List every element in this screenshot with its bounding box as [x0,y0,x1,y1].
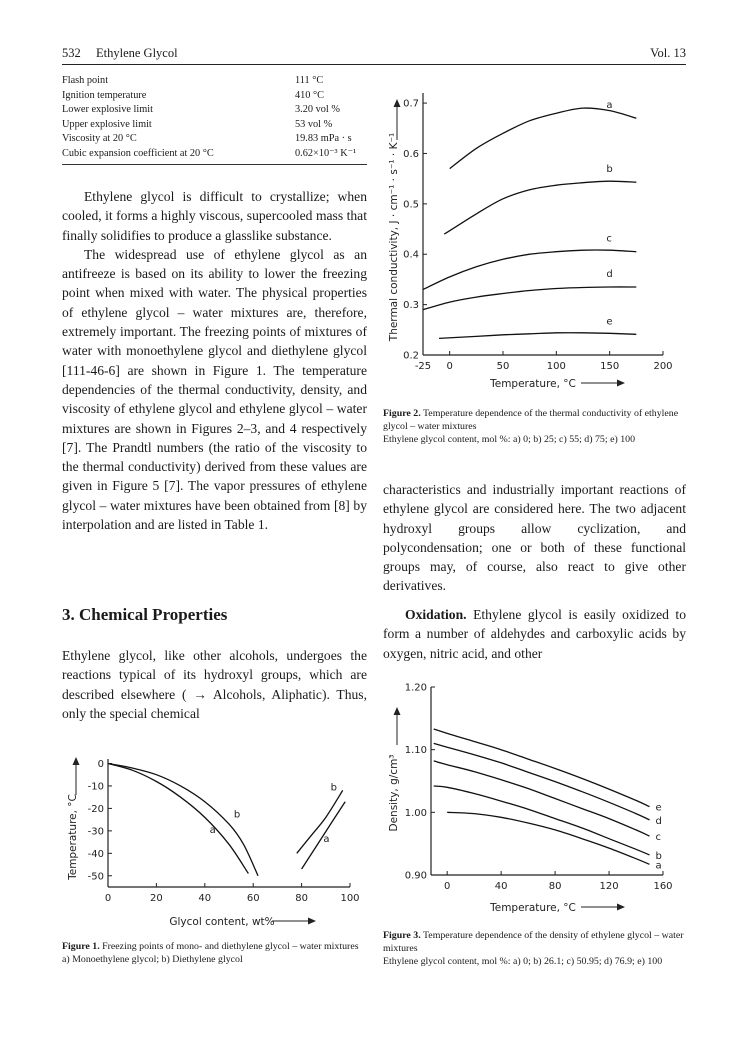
figure3-chart [383,675,686,920]
y-axis-label: Temperature, °C [67,794,79,880]
x-tick-label: 0 [443,881,451,892]
series-label-e: e [655,802,662,814]
x-tick-label: 0 [446,361,453,372]
figure3-caption [383,929,686,968]
property-value: 0.62×10⁻³ K⁻¹ [295,147,357,159]
y-tick-label: 0.3 [403,300,419,312]
series-label-d: d [606,268,613,280]
series-label-c: c [655,832,662,844]
paragraph: The widespread use of ethylene glycol as an antifreeze is based on its ability to lower the freezing point when mixed with water. The physical properties of ethylene glycol – water mixtures are, therefore, extremely important. The freezing points of mixtures of water with monoethylene glycol and diethylene glycol [111-46-6] are shown in Figure 1. The temperature dependencies of the thermal conductivity, density, and viscosity of ethylene glycol and ethylene glycol – water mixtures are shown in Figures 2–3, and 4 respectively [7]. The Prandtl numbers (the ratio of the viscosity to the thermal conductivity) derived from these values are given in Figure 5 [7]. The vapor pressures of ethylene glycol – water mixtures have been obtained from [8] by interpolation and are listed in Table 1. [62,246,367,533]
x-tick-label: -25 [414,361,432,372]
series-line-b [444,181,636,234]
series-label-a: a [323,834,330,846]
x-tick-label: 80 [548,881,562,892]
y-tick-label: -30 [87,826,104,838]
series-label-a: a [209,825,216,837]
series-label-e: e [606,316,613,328]
x-tick-label: 40 [494,881,508,892]
series-line-c [423,250,636,290]
property-label: Upper explosive limit [62,118,152,130]
series-label-b: b [655,850,662,862]
property-value: 3.20 vol % [295,104,340,116]
caption-label: Figure 2. [383,408,421,419]
caption-legend: Ethylene glycol content, mol %: a) 0; b) 25; c) 55; d) 75; e) 100 [383,434,636,445]
series-label-a: a [606,100,613,112]
x-tick-label: 150 [600,361,620,372]
series-label-a: a [655,860,662,872]
page-number: 532 [62,46,81,60]
paragraph: Ethylene glycol is difficult to crystallize; when cooled, it forms a highly viscous, supercooled mass that finally solidifies to produce a glasslike substance. [62,189,367,243]
caption-text: Temperature dependence of the thermal conductivity of ethylene glycol – water mixtures [383,408,679,432]
y-axis-arrow-head [73,757,80,765]
y-axis-label: Thermal conductivity, J · cm⁻¹ · s⁻¹ · K⁻¹ [388,132,400,342]
series-line-e [439,333,636,339]
y-axis-label: Density, g/cm³ [388,754,400,832]
oxidation-lead: Oxidation. [405,607,467,622]
series-label-d: d [655,815,662,827]
table-row [62,103,367,118]
y-tick-label: -20 [87,803,104,815]
table-row [62,89,367,104]
property-label: Cubic expansion coefficient at 20 °C [62,147,214,159]
series-label-c: c [606,233,612,245]
property-label: Lower explosive limit [62,104,153,116]
x-tick-label: 20 [150,893,163,904]
series-line-a [108,764,248,874]
caption-text: Temperature dependence of the density of ethylene glycol – water mixtures [383,930,684,954]
y-tick-label: 1.00 [404,807,427,819]
x-tick-label: 160 [653,881,673,892]
properties-table [62,74,367,162]
y-tick-label: 0.7 [403,98,419,110]
property-value: 111 °C [295,75,324,86]
x-tick-label: 50 [496,361,510,372]
table-row [62,132,367,147]
x-axis-label: Temperature, °C [490,378,576,390]
series-line-b [297,790,343,853]
y-tick-label: 0.90 [404,870,427,882]
x-axis-label: Glycol content, wt% [169,916,275,928]
caption-label: Figure 3. [383,930,421,941]
oxidation-paragraph [383,605,686,663]
x-tick-label: 0 [104,893,112,904]
oxidation-text: Ethylene glycol is easily oxidized to form a number of aldehydes and carboxylic acids by oxygen, nitric acid, and other [383,607,686,661]
y-tick-label: -10 [87,781,104,793]
series-line-d [423,287,636,310]
series-line-d [434,743,650,820]
x-tick-label: 100 [546,361,566,372]
y-tick-label: 0.5 [403,199,419,211]
property-value: 53 vol % [295,118,333,130]
caption-legend: Ethylene glycol content, mol %: a) 0; b) 26.1; c) 50.95; d) 76.9; e) 100 [383,956,663,967]
paragraph: Ethylene glycol, like other alcohols, undergoes the reactions typical of its hydroxyl groups, which are described elsewhere ( → Alcohols, Aliphatic). Thus, only the special chemical [62,648,367,721]
series-label-b: b [606,164,613,176]
figure2-caption [383,407,686,446]
x-axis-arrow-head [308,918,316,925]
y-tick-label: 1.10 [404,745,427,757]
y-tick-label: -50 [87,871,104,883]
y-tick-label: 0.2 [403,350,419,362]
series-line-b [434,786,650,855]
caption-legend: a) Monoethylene glycol; b) Diethylene glycol [62,954,243,965]
section-heading: 3. Chemical Properties [62,605,228,624]
caption-label: Figure 1. [62,941,100,952]
property-label: Ignition temperature [62,89,147,101]
x-axis-label: Temperature, °C [490,902,576,914]
property-value: 19.83 mPa · s [295,133,352,145]
caption-text: Freezing points of mono- and diethylene glycol – water mixtures [102,941,359,952]
x-tick-label: 100 [340,893,360,904]
figure1-caption [62,940,367,966]
y-axis-arrow-head [394,707,401,715]
header-rule [62,64,686,65]
volume-label: Vol. 13 [650,46,686,60]
series-line-e [434,729,650,807]
series-label-b: b [233,809,241,821]
y-tick-label: 0.6 [403,148,419,160]
x-axis-arrow-head [617,904,625,911]
series-label-b: b [330,782,337,794]
x-tick-label: 40 [198,893,212,904]
series-line-a [447,812,649,864]
left-column [62,187,367,534]
y-tick-label: -40 [87,848,104,860]
left-column-continued [62,646,367,723]
series-line-c [434,761,650,836]
property-label: Viscosity at 20 °C [62,133,137,145]
figure1-chart [62,745,367,935]
y-tick-label: 0 [97,758,104,770]
y-axis-arrow-head [394,99,401,107]
x-axis-arrow-head [617,380,625,387]
property-value: 410 °C [295,89,325,101]
table-row [62,118,367,133]
x-tick-label: 60 [246,893,260,904]
table-row [62,74,367,89]
figure2-chart [383,85,686,395]
y-tick-label: 1.20 [404,682,427,694]
series-line-a [450,108,637,169]
y-tick-label: 0.4 [403,249,419,261]
property-label: Flash point [62,75,109,86]
running-title: Ethylene Glycol [96,46,178,60]
paragraph: characteristics and industrially important reactions of ethylene glycol are considered here. The two adjacent hydroxyl groups allow cyclization, and polycondensation; one or both of these functional groups may, of course, also react to give other derivatives. [383,482,686,594]
x-tick-label: 80 [295,893,308,904]
right-column [383,480,686,596]
table-rule [62,164,367,165]
x-tick-label: 200 [653,361,673,372]
table-row [62,147,367,162]
x-tick-label: 120 [599,881,619,892]
